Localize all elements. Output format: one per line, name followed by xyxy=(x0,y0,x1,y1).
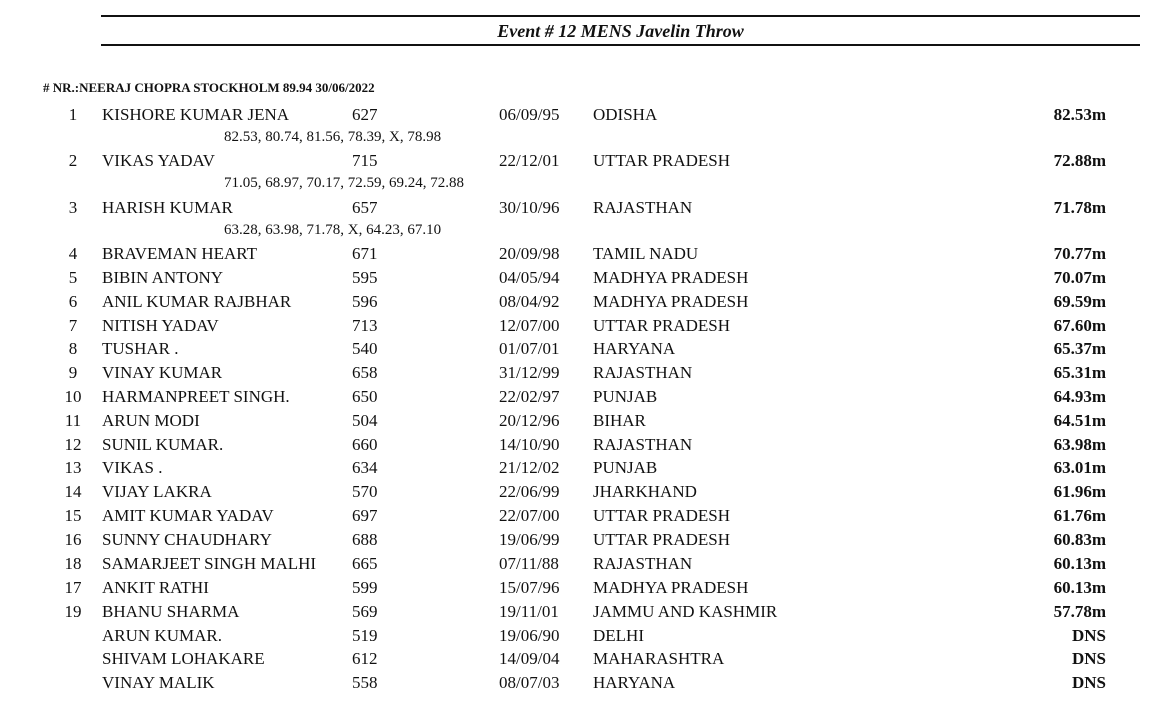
result-row xyxy=(0,363,1163,383)
result-dob: 22/12/01 xyxy=(499,151,560,170)
result-mark: 57.78m xyxy=(1053,602,1106,621)
result-mark: 60.13m xyxy=(1053,578,1106,597)
result-series: 82.53, 80.74, 81.56, 78.39, X, 78.98 xyxy=(224,129,442,145)
result-mark: 82.53m xyxy=(1053,105,1106,124)
result-mark: 61.76m xyxy=(1053,506,1106,525)
result-state: MAHARASHTRA xyxy=(593,649,725,668)
event-title: Event # 12 MENS Javelin Throw xyxy=(497,21,744,41)
result-name: HARMANPREET SINGH. xyxy=(102,387,290,406)
result-bib: 540 xyxy=(352,339,378,358)
result-row xyxy=(0,268,1163,288)
result-mark: 69.59m xyxy=(1053,292,1106,311)
result-state: RAJASTHAN xyxy=(593,435,693,454)
result-state: UTTAR PRADESH xyxy=(593,506,731,525)
result-row xyxy=(0,578,1163,598)
result-place: 2 xyxy=(68,151,78,170)
result-bib: 660 xyxy=(352,435,378,454)
result-name: HARISH KUMAR xyxy=(102,198,233,217)
result-state: UTTAR PRADESH xyxy=(593,316,731,335)
result-place: 16 xyxy=(64,530,82,549)
result-mark: 64.93m xyxy=(1053,387,1106,406)
result-name: SUNIL KUMAR. xyxy=(102,435,224,454)
result-name: AMIT KUMAR YADAV xyxy=(102,506,274,525)
result-name: SUNNY CHAUDHARY xyxy=(102,530,272,549)
result-bib: 634 xyxy=(352,458,378,477)
result-series: 63.28, 63.98, 71.78, X, 64.23, 67.10 xyxy=(224,222,442,238)
result-row xyxy=(0,626,1163,646)
result-state: JAMMU AND KASHMIR xyxy=(593,602,778,621)
result-row xyxy=(0,602,1163,622)
result-bib: 657 xyxy=(352,198,378,217)
result-mark: 65.31m xyxy=(1053,363,1106,382)
result-bib: 650 xyxy=(352,387,378,406)
result-state: JHARKHAND xyxy=(593,482,697,501)
result-row xyxy=(0,387,1163,407)
result-row xyxy=(0,339,1163,359)
result-dob: 21/12/02 xyxy=(499,458,560,477)
result-row xyxy=(0,105,1163,125)
result-name: VIKAS YADAV xyxy=(102,151,215,170)
result-dob: 08/07/03 xyxy=(499,673,560,692)
result-dob: 20/09/98 xyxy=(499,244,560,263)
result-state: UTTAR PRADESH xyxy=(593,151,731,170)
result-name: VIJAY LAKRA xyxy=(102,482,212,501)
result-bib: 715 xyxy=(352,151,378,170)
result-dob: 22/02/97 xyxy=(499,387,560,406)
result-name: NITISH YADAV xyxy=(102,316,219,335)
result-series: 71.05, 68.97, 70.17, 72.59, 69.24, 72.88 xyxy=(224,175,464,191)
result-state: PUNJAB xyxy=(593,458,658,477)
result-bib: 713 xyxy=(352,316,378,335)
result-bib: 627 xyxy=(352,105,378,124)
result-bib: 504 xyxy=(352,411,378,430)
result-state: MADHYA PRADESH xyxy=(593,578,749,597)
result-place: 4 xyxy=(68,244,78,263)
result-mark: 71.78m xyxy=(1053,198,1106,217)
result-dob: 20/12/96 xyxy=(499,411,560,430)
result-mark: 63.98m xyxy=(1053,435,1106,454)
result-row xyxy=(0,411,1163,431)
result-bib: 688 xyxy=(352,530,378,549)
result-row xyxy=(0,482,1163,502)
result-place: 6 xyxy=(68,292,78,311)
result-state: DELHI xyxy=(593,626,644,645)
result-mark: 60.13m xyxy=(1053,554,1106,573)
result-place: 15 xyxy=(64,506,82,525)
result-name: VIKAS . xyxy=(102,458,163,477)
result-state: TAMIL NADU xyxy=(593,244,699,263)
result-name: TUSHAR . xyxy=(102,339,179,358)
result-state: HARYANA xyxy=(593,673,676,692)
result-row xyxy=(0,435,1163,455)
result-name: VINAY MALIK xyxy=(102,673,215,692)
result-name: SHIVAM LOHAKARE xyxy=(102,649,265,668)
result-row xyxy=(0,316,1163,336)
result-dob: 22/07/00 xyxy=(499,506,560,525)
result-bib: 697 xyxy=(352,506,378,525)
result-state: ODISHA xyxy=(593,105,658,124)
result-place: 13 xyxy=(64,458,82,477)
result-place: 5 xyxy=(68,268,78,287)
result-name: BHANU SHARMA xyxy=(102,602,240,621)
result-dob: 30/10/96 xyxy=(499,198,560,217)
result-row xyxy=(0,292,1163,312)
result-place: 18 xyxy=(64,554,82,573)
result-row xyxy=(0,458,1163,478)
result-place: 14 xyxy=(64,482,82,501)
result-bib: 558 xyxy=(352,673,378,692)
result-place: 9 xyxy=(68,363,78,382)
result-place: 1 xyxy=(68,105,78,124)
result-bib: 665 xyxy=(352,554,378,573)
result-mark: 72.88m xyxy=(1053,151,1106,170)
result-name: ARUN MODI xyxy=(102,411,200,430)
result-row xyxy=(0,649,1163,669)
result-state: RAJASTHAN xyxy=(593,554,693,573)
result-name: ANKIT RATHI xyxy=(102,578,209,597)
result-name: ANIL KUMAR RAJBHAR xyxy=(102,292,292,311)
result-dob: 14/09/04 xyxy=(499,649,560,668)
result-dob: 15/07/96 xyxy=(499,578,560,597)
result-mark: 60.83m xyxy=(1053,530,1106,549)
result-row xyxy=(0,530,1163,550)
result-place: 8 xyxy=(68,339,78,358)
result-place: 19 xyxy=(64,602,82,621)
result-state: BIHAR xyxy=(593,411,646,430)
result-name: ARUN KUMAR. xyxy=(102,626,222,645)
result-dob: 19/11/01 xyxy=(499,602,559,621)
result-place: 17 xyxy=(64,578,82,597)
result-row xyxy=(0,506,1163,526)
result-mark: DNS xyxy=(1071,626,1106,645)
result-place: 3 xyxy=(68,198,78,217)
result-name: VINAY KUMAR xyxy=(102,363,223,382)
national-record-line: # NR.:NEERAJ CHOPRA STOCKHOLM 89.94 30/06/2022 xyxy=(43,80,375,95)
result-state: RAJASTHAN xyxy=(593,363,693,382)
result-bib: 658 xyxy=(352,363,378,382)
result-dob: 01/07/01 xyxy=(499,339,560,358)
result-bib: 596 xyxy=(352,292,378,311)
result-dob: 19/06/90 xyxy=(499,626,560,645)
result-dob: 31/12/99 xyxy=(499,363,560,382)
result-row xyxy=(0,554,1163,574)
result-state: MADHYA PRADESH xyxy=(593,268,749,287)
result-place: 11 xyxy=(64,411,82,430)
result-row xyxy=(0,673,1163,693)
result-dob: 22/06/99 xyxy=(499,482,560,501)
result-state: RAJASTHAN xyxy=(593,198,693,217)
header-rule-bottom xyxy=(101,44,1140,46)
result-mark: 63.01m xyxy=(1053,458,1106,477)
result-dob: 14/10/90 xyxy=(499,435,560,454)
result-place: 10 xyxy=(64,387,82,406)
result-dob: 08/04/92 xyxy=(499,292,560,311)
result-bib: 570 xyxy=(352,482,378,501)
result-name: BIBIN ANTONY xyxy=(102,268,224,287)
result-bib: 671 xyxy=(352,244,378,263)
result-place: 7 xyxy=(68,316,78,335)
result-row xyxy=(0,244,1163,264)
result-state: MADHYA PRADESH xyxy=(593,292,749,311)
result-mark: 65.37m xyxy=(1053,339,1106,358)
result-mark: 70.07m xyxy=(1053,268,1106,287)
result-mark: 61.96m xyxy=(1053,482,1106,501)
header-rule-top xyxy=(101,15,1140,17)
result-bib: 612 xyxy=(352,649,378,668)
result-mark: 64.51m xyxy=(1053,411,1106,430)
result-dob: 12/07/00 xyxy=(499,316,560,335)
result-bib: 595 xyxy=(352,268,378,287)
result-row xyxy=(0,198,1163,218)
result-name: SAMARJEET SINGH MALHI xyxy=(102,554,317,573)
result-bib: 599 xyxy=(352,578,378,597)
result-state: PUNJAB xyxy=(593,387,658,406)
result-row xyxy=(0,151,1163,171)
result-name: BRAVEMAN HEART xyxy=(102,244,257,263)
result-mark: 67.60m xyxy=(1053,316,1106,335)
result-dob: 06/09/95 xyxy=(499,105,560,124)
result-mark: 70.77m xyxy=(1053,244,1106,263)
result-dob: 07/11/88 xyxy=(499,554,559,573)
result-name: KISHORE KUMAR JENA xyxy=(102,105,290,124)
result-bib: 519 xyxy=(352,626,378,645)
result-mark: DNS xyxy=(1071,673,1106,692)
result-mark: DNS xyxy=(1071,649,1106,668)
result-bib: 569 xyxy=(352,602,378,621)
result-dob: 19/06/99 xyxy=(499,530,560,549)
result-state: HARYANA xyxy=(593,339,676,358)
result-place: 12 xyxy=(64,435,82,454)
result-dob: 04/05/94 xyxy=(499,268,560,287)
result-state: UTTAR PRADESH xyxy=(593,530,731,549)
